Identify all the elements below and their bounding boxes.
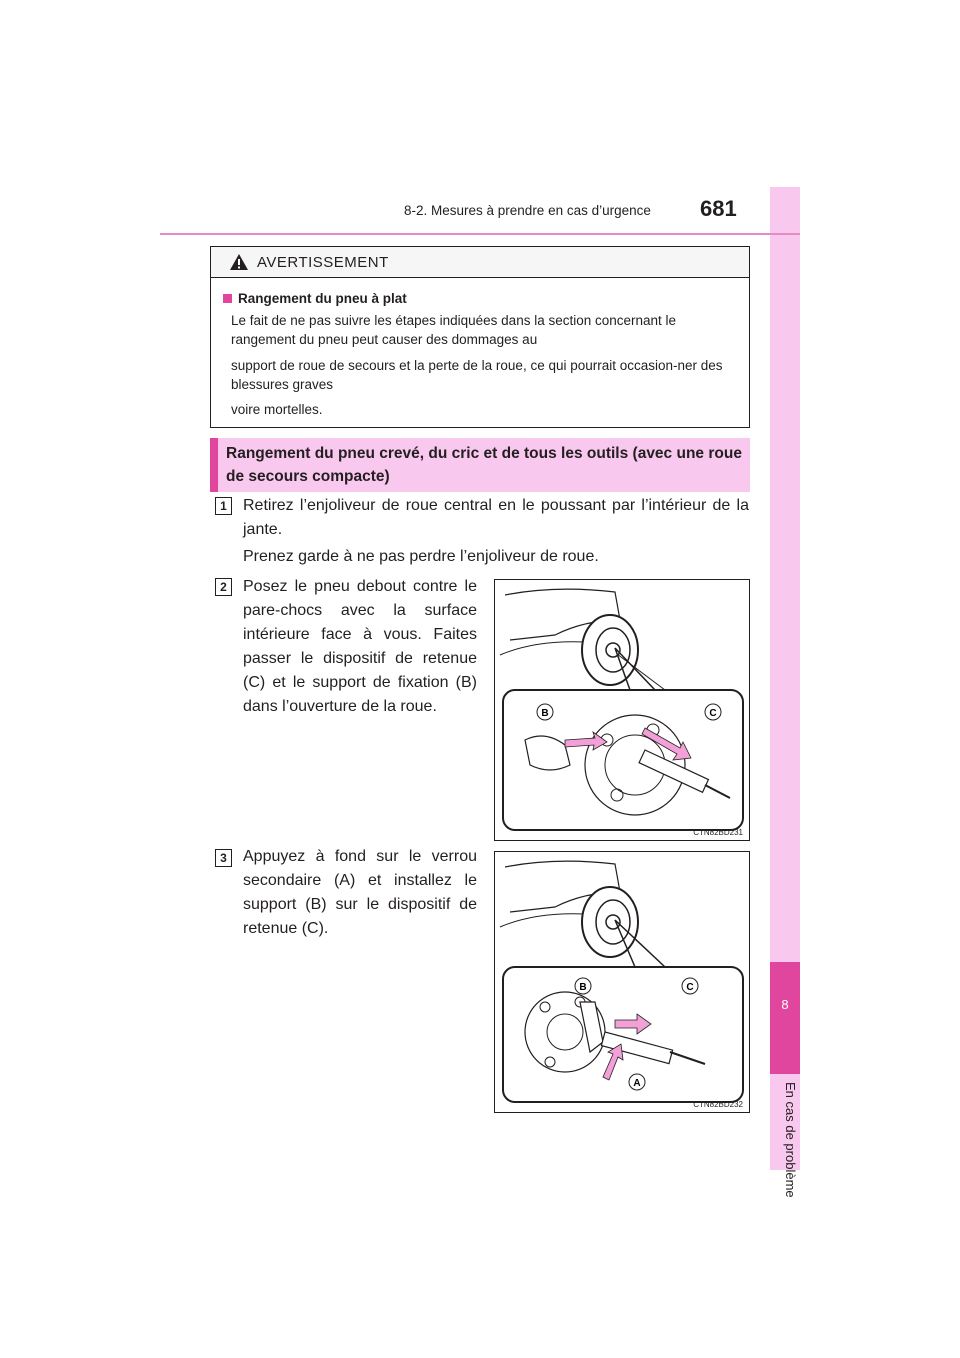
step-number-badge: 2 xyxy=(215,578,232,596)
header-divider xyxy=(160,233,800,235)
figure-code: CTN82BD232 xyxy=(693,1100,743,1109)
label-b: B xyxy=(541,708,549,719)
step-number-badge: 3 xyxy=(215,849,232,867)
warning-subtitle: Rangement du pneu à plat xyxy=(223,291,407,306)
chapter-side-tab xyxy=(770,187,800,1198)
step-3-text: Appuyez à fond sur le verrou secondaire (A) et installez le support (B) sur le dispositif de retenue (C). xyxy=(243,848,477,937)
warning-triangle-icon xyxy=(229,253,249,271)
label-c: C xyxy=(709,708,717,719)
label-c: C xyxy=(686,982,694,993)
page-number: 681 xyxy=(700,196,737,221)
warning-text: Le fait de ne pas suivre les étapes indiquées dans la section concernant le rangement du pneu peut causer des dommages au xyxy=(231,313,677,347)
step-2-illustration xyxy=(494,579,750,841)
tire-retainer-illustration xyxy=(495,580,751,842)
figure-code: CTN82BD231 xyxy=(693,828,743,837)
warning-text: support de roue de secours et la perte de la roue, ce qui pourrait occasion-ner des blessures graves xyxy=(231,358,723,392)
section-title: Rangement du pneu crevé, du cric et de tous les outils (avec une roue de secours compacte) xyxy=(226,445,742,485)
section-heading xyxy=(210,438,750,492)
step-2-text: Posez le pneu debout contre le pare-chocs avec la surface intérieure face à vous. Faites passer le dispositif de retenue (C) et le support de fixation (B) dans l’ouverture de la roue. xyxy=(243,578,477,715)
bullet-square-icon xyxy=(223,294,232,303)
step-3-illustration xyxy=(494,851,750,1113)
chapter-number: 8 xyxy=(781,997,789,1012)
warning-text: voire mortelles. xyxy=(231,402,323,417)
header-section-title: 8-2. Mesures à prendre en cas d’urgence xyxy=(404,203,651,218)
step-number-badge: 1 xyxy=(215,497,232,515)
label-b: B xyxy=(579,982,587,993)
chapter-title: En cas de problème xyxy=(783,1082,798,1198)
warning-box xyxy=(210,246,750,428)
step-1-note: Prenez garde à ne pas perdre l’enjoliveur de roue. xyxy=(243,548,599,565)
warning-title: AVERTISSEMENT xyxy=(257,253,389,271)
label-a: A xyxy=(633,1078,641,1089)
warning-header xyxy=(211,247,749,278)
chapter-number-box xyxy=(770,962,800,1074)
tire-lock-illustration xyxy=(495,852,751,1114)
step-1-text: Retirez l’enjoliveur de roue central en le poussant par l’intérieur de la jante. xyxy=(243,497,749,538)
